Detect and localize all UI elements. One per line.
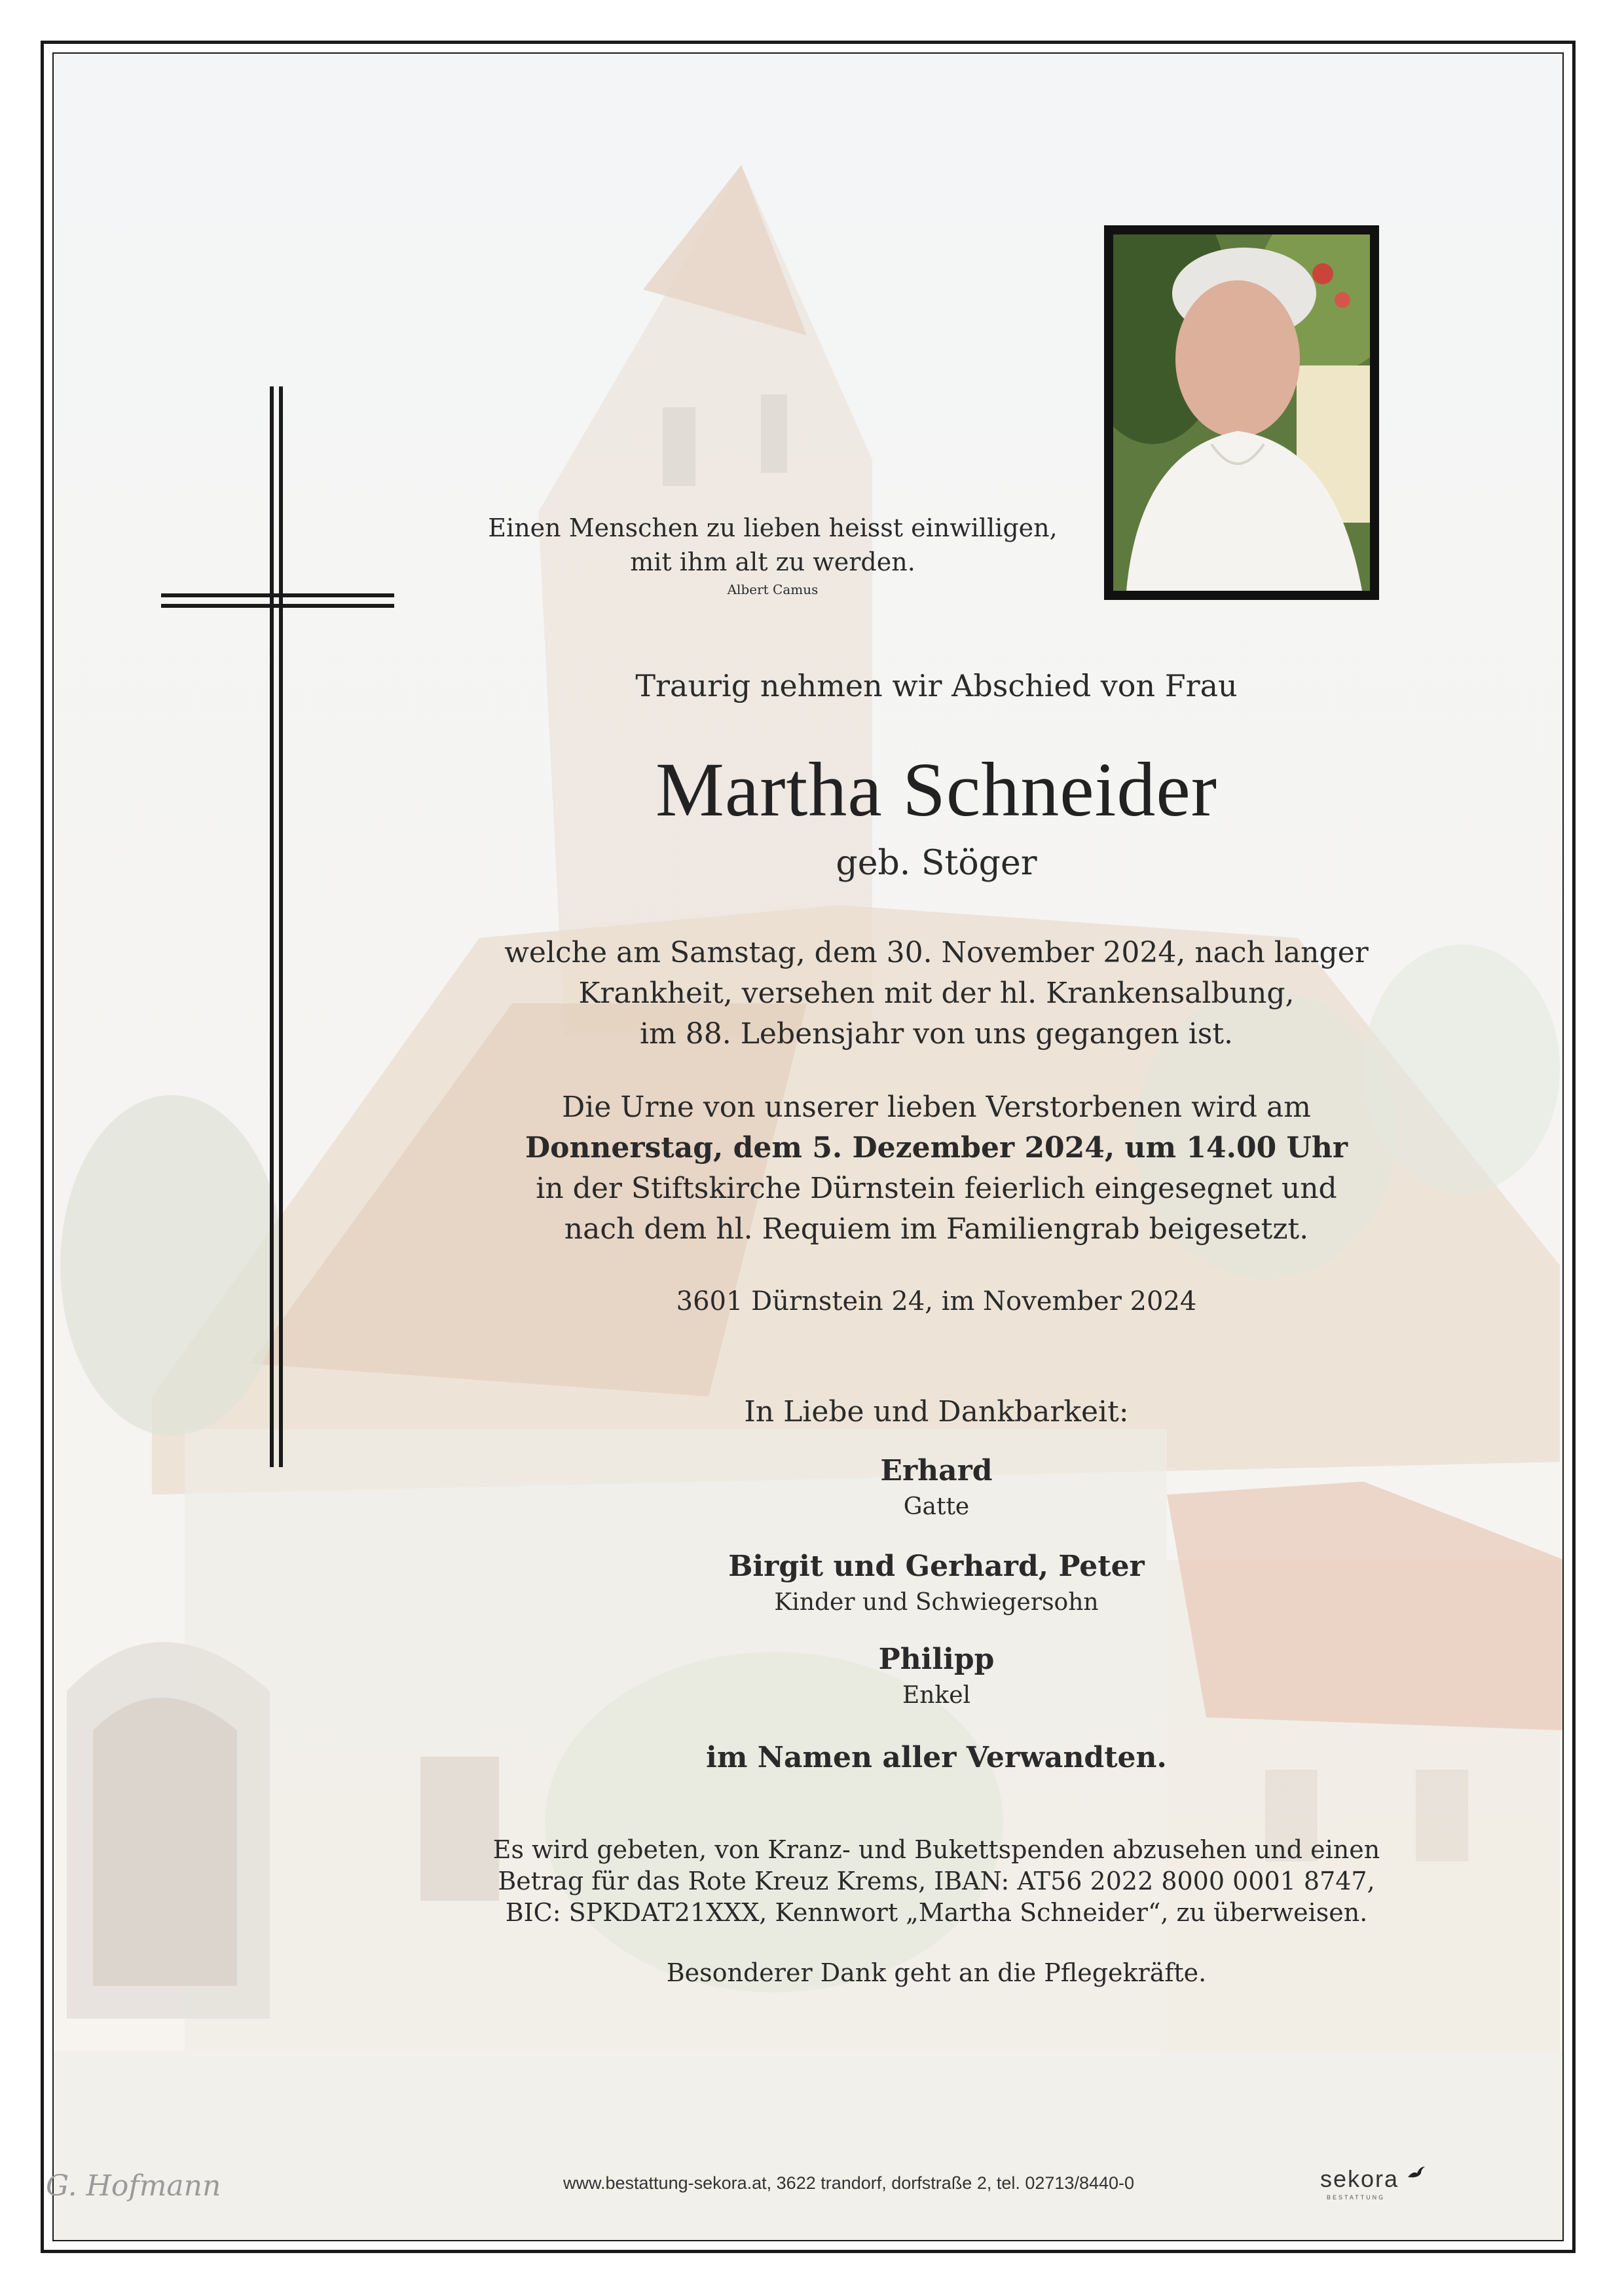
portrait-image xyxy=(1113,234,1370,591)
bird-icon xyxy=(1407,2165,1426,2180)
death-notice-line-2: Krankheit, versehen mit der hl. Krankensalbung, xyxy=(578,977,1295,1010)
death-notice-line-3: im 88. Lebensjahr von uns gegangen ist. xyxy=(639,1017,1234,1051)
donation-note xyxy=(367,1834,1506,1928)
logo-subtitle: BESTATTUNG xyxy=(1327,2194,1386,2201)
cross-icon xyxy=(270,386,274,1467)
funeral-line-3: in der Stiftskirche Dürnstein feierlich eingesegnet und xyxy=(536,1172,1337,1205)
mourner-relation: Gatte xyxy=(903,1493,970,1520)
donation-line-2: Betrag für das Rote Kreuz Krems, IBAN: AT56 2022 8000 0001 8747, xyxy=(498,1867,1375,1895)
donation-line-1: Es wird gebeten, von Kranz- und Bukettspenden abzusehen und einen xyxy=(492,1835,1380,1864)
sekora-logo xyxy=(1320,2165,1426,2193)
special-thanks: Besonderer Dank geht an die Pflegekräfte. xyxy=(666,1958,1207,1987)
deceased-name: Martha Schneider xyxy=(655,747,1218,832)
portrait-photo xyxy=(1104,225,1379,600)
death-notice xyxy=(419,933,1454,1054)
artist-signature: G. Hofmann xyxy=(46,2169,221,2203)
mourner-relation: Kinder und Schwiegersohn xyxy=(774,1589,1099,1616)
funeral-line-1: Die Urne von unserer lieben Verstorbenen wird am xyxy=(562,1091,1311,1124)
mourner-relation: Enkel xyxy=(902,1682,971,1709)
footer-contact: www.bestattung-sekora.at, 3622 trandorf, dorfstraße 2, tel. 02713/8440-0 xyxy=(563,2173,1135,2193)
mourner-name: Birgit und Gerhard, Peter xyxy=(728,1550,1145,1583)
cross-icon-bar-line xyxy=(161,604,394,608)
quote-line-1: Einen Menschen zu lieben heisst einwilligen, xyxy=(488,513,1058,542)
funeral-line-4: nach dem hl. Requiem im Familiengrab beigesetzt. xyxy=(564,1212,1309,1246)
closing-line: im Namen aller Verwandten. xyxy=(706,1741,1167,1774)
mourners-intro: In Liebe und Dankbarkeit: xyxy=(744,1395,1129,1428)
intro-text: Traurig nehmen wir Abschied von Frau xyxy=(635,668,1238,703)
quote-author: Albert Camus xyxy=(727,582,819,597)
logo-text: sekora xyxy=(1320,2165,1399,2192)
place-date: 3601 Dürnstein 24, im November 2024 xyxy=(676,1286,1197,1316)
quote-line-2: mit ihm alt zu werden. xyxy=(630,548,915,576)
maiden-name: geb. Stöger xyxy=(836,844,1037,883)
funeral-date: Donnerstag, dem 5. Dezember 2024, um 14.00 Uhr xyxy=(525,1131,1348,1165)
death-notice-line-1: welche am Samstag, dem 30. November 2024, nach langer xyxy=(504,936,1369,969)
funeral-info xyxy=(419,1087,1454,1250)
mourner-name: Philipp xyxy=(878,1643,995,1676)
donation-line-3: BIC: SPKDAT21XXX, Kennwort „Martha Schneider“, zu überweisen. xyxy=(505,1898,1368,1927)
cross-icon-line xyxy=(279,386,283,1467)
quote xyxy=(458,511,1087,579)
cross-icon-bar xyxy=(161,593,394,597)
mourner-name: Erhard xyxy=(880,1454,993,1487)
